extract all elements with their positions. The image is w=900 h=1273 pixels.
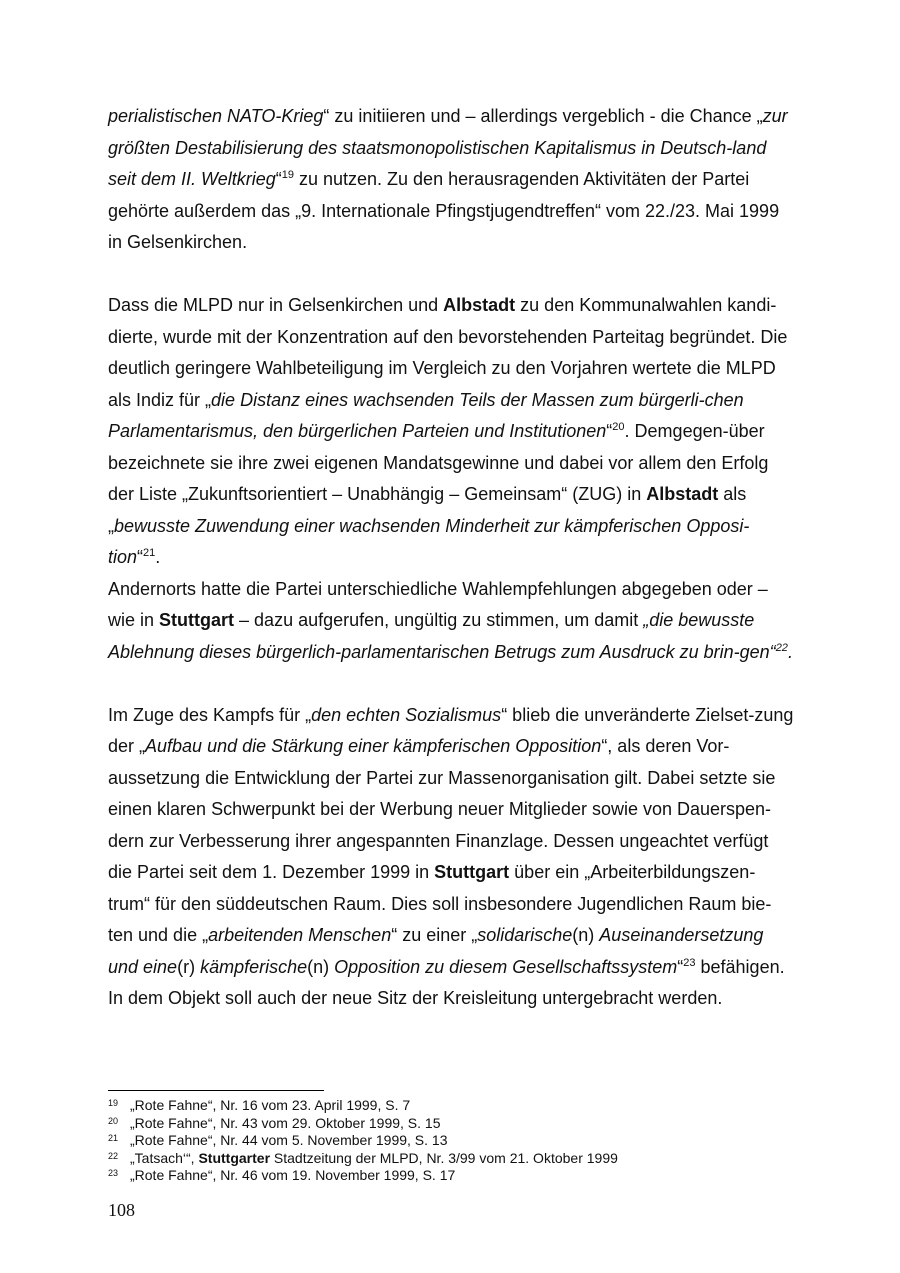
bold-text: Albstadt bbox=[443, 295, 516, 315]
footnote-reference: 20 bbox=[612, 421, 625, 433]
quoted-italic-text: kämpferische bbox=[200, 956, 308, 977]
paragraph-p1 bbox=[108, 101, 794, 259]
text-run: Dass die MLPD nur in Gelsenkirchen und bbox=[108, 295, 444, 315]
footnote-text bbox=[130, 1097, 410, 1115]
text-run: zu den Kommunalwahlen kandi-dierte, wurde mit der Konzentration auf den bevorstehenden Parteitag begründet. Die deutlich geringere Wahlbeteiligung im Vergleich zu den Vorjahren wertete die MLPD als Indiz für „ bbox=[108, 295, 788, 410]
text-run: „Tatsach‘“, bbox=[130, 1149, 199, 1166]
text-run: “, als deren Vor-aussetzung die Entwicklung der Partei zur Massenorganisation gilt. Dabei setzte sie einen klaren Schwerpunkt bei der Werbung neuer Mitglieder sowie von Dauerspen-dern zur Verbesserung ihrer angespannten Finanzlage. Dessen ungeachtet verfügt die Partei seit dem 1. Dezember 1999 in bbox=[108, 736, 776, 882]
footnote-reference: 19 bbox=[281, 169, 294, 181]
text-run: „Rote Fahne“, Nr. 16 vom 23. April 1999, S. 7 bbox=[130, 1097, 411, 1113]
text-run: Im Zuge des Kampfs für „ bbox=[108, 704, 312, 725]
quoted-italic-text: solidarische bbox=[477, 925, 573, 945]
quoted-italic-text: . bbox=[787, 641, 793, 662]
page-number: 108 bbox=[108, 1200, 135, 1220]
text-run: “ bbox=[137, 547, 144, 567]
footnote-21 bbox=[108, 1132, 798, 1150]
text-run: zu nutzen. Zu den herausragenden Aktivitäten der Partei gehörte außerdem das „9. Internationale Pfingstjugendtreffen“ vom 22./23. Mai 1999 in Gelsenkirchen. bbox=[108, 169, 780, 252]
body-text bbox=[108, 101, 794, 1015]
quoted-italic-text: „die bewusste Ablehnung dieses bürgerlich-parlamentarischen Betrugs zum Ausdruck zu brin-gen“ bbox=[108, 610, 776, 662]
text-run: “ bbox=[677, 956, 684, 977]
footnote-19 bbox=[108, 1097, 798, 1115]
footnote-number: 23 bbox=[108, 1168, 119, 1178]
quoted-italic-text: die Distanz eines wachsenden Teils der Massen zum bürgerli-chen Parlamentarismus, den bürgerlichen Parteien und Institutionen bbox=[108, 389, 744, 441]
text-run: befähigen. In dem Objekt soll auch der neue Sitz der Kreisleitung untergebracht werden. bbox=[108, 956, 785, 1008]
text-run: „Rote Fahne“, Nr. 43 vom 29. Oktober 1999, S. 15 bbox=[130, 1114, 441, 1131]
text-run: „Rote Fahne“, Nr. 46 vom 19. November 1999, S. 17 bbox=[130, 1167, 456, 1183]
footnote-text bbox=[130, 1167, 455, 1185]
text-run: “ bbox=[606, 421, 613, 441]
quoted-italic-text: Opposition zu diesem Gesellschaftssystem bbox=[334, 956, 678, 977]
footnote-number: 20 bbox=[108, 1115, 119, 1126]
text-run: als „ bbox=[108, 484, 747, 536]
text-run: (n) bbox=[307, 956, 335, 977]
text-run: Andernorts hatte die Partei unterschiedliche Wahlempfehlungen abgegeben oder – wie in bbox=[108, 578, 768, 630]
quoted-italic-text: Aufbau und die Stärkung einer kämpferischen Opposition bbox=[145, 736, 602, 756]
footnote-reference: 22 bbox=[775, 641, 788, 654]
text-run: . Demgegen-über bezeichnete sie ihre zwei eigenen Mandatsgewinne und dabei vor allem den Erfolg der Liste „Zukunftsorientiert – Unabhängig – Gemeinsam“ (ZUG) in bbox=[108, 421, 769, 504]
footnote-text bbox=[130, 1132, 448, 1150]
quoted-italic-text: bewusste Zuwendung einer wachsenden Minderheit zur kämpferischen Opposi-tion bbox=[108, 515, 750, 567]
paragraph-p2 bbox=[108, 290, 794, 574]
text-run: – dazu aufgerufen, ungültig zu stimmen, um damit bbox=[234, 610, 644, 630]
text-run: “ zu einer „ bbox=[391, 925, 478, 945]
text-run: „Rote Fahne“, Nr. 44 vom 5. November 1999, S. 13 bbox=[130, 1132, 448, 1148]
bold-text: Stuttgart bbox=[159, 610, 235, 630]
quoted-italic-text: arbeitenden Menschen bbox=[208, 925, 392, 945]
footnote-reference: 23 bbox=[683, 956, 696, 969]
footnotes bbox=[108, 1097, 798, 1185]
text-run: (r) bbox=[177, 956, 201, 977]
paragraph-spacer bbox=[108, 668, 794, 700]
footnote-number: 22 bbox=[108, 1150, 119, 1161]
text-run: über ein „Arbeiterbildungszen-trum“ für den süddeutschen Raum. Dies soll insbesondere Jugendlichen Raum bie-ten und die „ bbox=[108, 862, 772, 945]
bold-text: Albstadt bbox=[646, 484, 719, 504]
text-run: “ zu initiieren und – allerdings vergeblich - die Chance „ bbox=[323, 106, 763, 126]
footnote-text bbox=[130, 1150, 618, 1168]
bold-text: Stuttgarter bbox=[198, 1149, 271, 1166]
footnote-number: 21 bbox=[108, 1133, 119, 1143]
footnote-reference: 21 bbox=[143, 547, 156, 559]
footnote-22 bbox=[108, 1150, 798, 1168]
paragraph-p4 bbox=[108, 700, 794, 1015]
text-run: Stadtzeitung der MLPD, Nr. 3/99 vom 21. Oktober 1999 bbox=[270, 1149, 618, 1166]
footnote-23 bbox=[108, 1167, 798, 1185]
footnote-text bbox=[130, 1115, 441, 1133]
footnote-20 bbox=[108, 1115, 798, 1133]
quoted-italic-text: zur größten Destabilisierung des staatsmonopolistischen Kapitalismus in Deutsch-land seit dem II. Weltkrieg bbox=[108, 106, 788, 189]
text-run: “ blieb die unveränderte Zielset-zung der „ bbox=[108, 704, 794, 756]
footnote-separator bbox=[108, 1090, 324, 1091]
quoted-italic-text: Auseinandersetzung und eine bbox=[108, 925, 764, 977]
quoted-italic-text: den echten Sozialismus bbox=[311, 704, 502, 725]
quoted-italic-text: perialistischen NATO-Krieg bbox=[108, 106, 324, 126]
paragraph-p3 bbox=[108, 574, 794, 669]
text-run: “ bbox=[275, 169, 282, 189]
paragraph-spacer bbox=[108, 259, 794, 291]
bold-text: Stuttgart bbox=[434, 862, 510, 882]
text-run: . bbox=[155, 547, 161, 567]
text-run: (n) bbox=[572, 925, 600, 945]
footnote-number: 19 bbox=[108, 1098, 119, 1108]
